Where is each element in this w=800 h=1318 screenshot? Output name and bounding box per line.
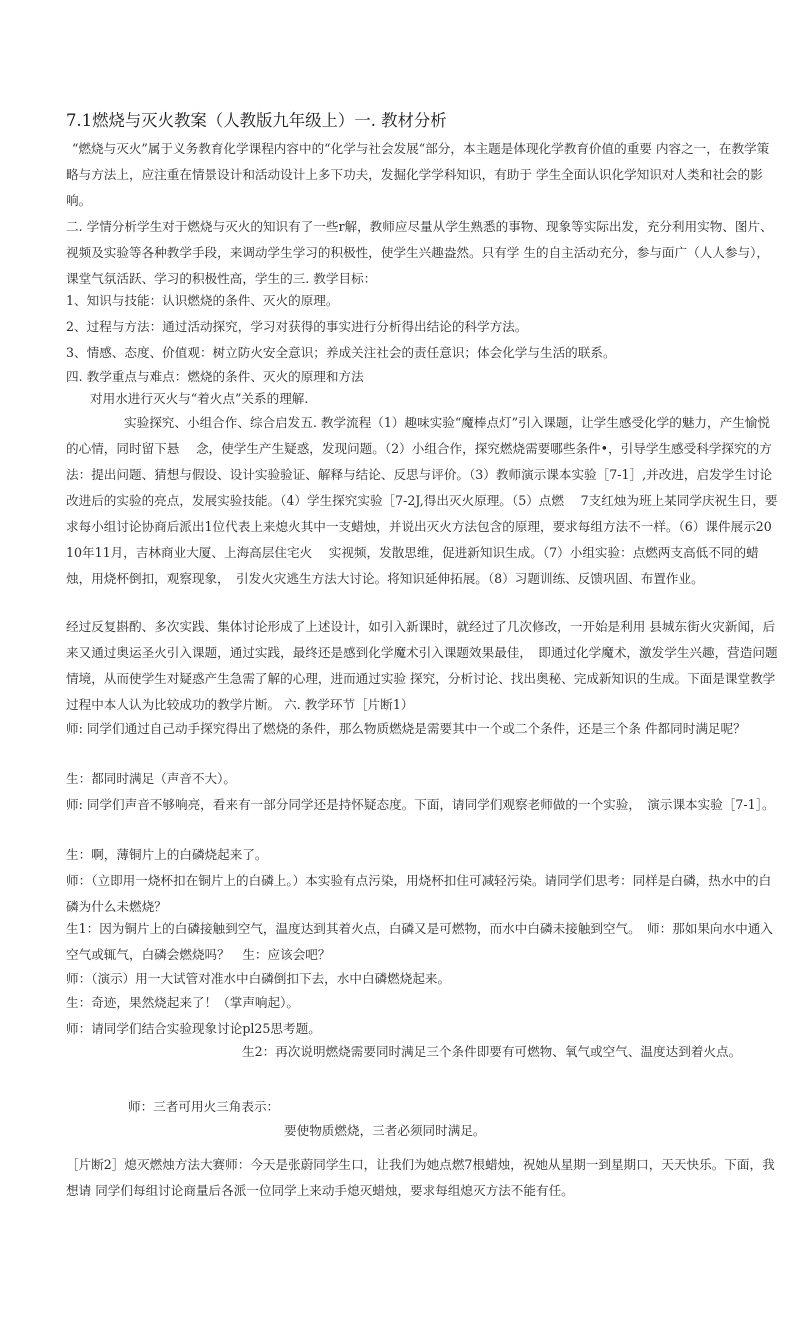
key-points-heading: 四. 教学重点与难点：燃烧的条件、灭火的原理和方法 [66,369,364,384]
dialogue-teacher-5: 师：请同学们结合实验现象讨论pl25思考题。 [66,1021,321,1036]
paragraph-design-reflection: 经过反复斟酌、多次实践、集体讨论形成了上述设计，如引入新课时，就经过了几次修改，一开始是利用 县城东街火灾新闻，后来又通过奥运圣火引入课题，通过实践，最终还是感到化学魔术引入课题效果最佳， 即通过化学魔术，激发学生兴趣，营造问题情境，从而使学生对疑惑产生急需了解的心理，进而通过实验 探究，分析讨论、找出奥秘、完成新知识的生成。下面是课堂教学过程中本人认为比较成功的教学片断。 六. 教学环节［片断1） [66,619,778,712]
dialogue-teacher-6: 师：三者可用火三角表示： [128,1099,280,1114]
fire-triangle-conclusion: 要使物质燃烧，三者必须同时满足。 [284,1123,486,1138]
dialogue-teacher-1: 师: 同学们通过自己动手探究得出了燃烧的条件，那么物质燃烧是需要其中一个或二个条件，还是三个条 件都同时满足呢？ [66,721,746,736]
key-difficulty: 对用水进行灭火与“着火点”关系的理解. [90,391,309,406]
goal-process: 2、过程与方法：通过活动探究，学习对获得的事实进行分析得出结论的科学方法。 [66,319,528,334]
dialogue-student-4: 生：奇迹，果然烧起来了！（掌声响起）。 [66,995,299,1010]
paragraph-fragment-2: ［片断2］熄灭燃烛方法大赛师：今天是张蔚同学生口，让我们为她点燃7根蜡烛，祝她从星期一到星期口，天天快乐。下面，我想请 同学们每组讨论商量后各派一位同学上来动手熄灭蜡烛，要求每组熄灭方法不能有任。 [66,1157,775,1198]
dialogue-student-2: 生：啊，薄铜片上的白磷烧起来了。 [66,847,268,862]
paragraph-teaching-process: 实验探究、小组合作、综合启发五. 教学流程（1）趣味实验“魔棒点灯”引入课题，让学生感受化学的魅力，产生愉悦的心情，同时留下悬 念，使学生产生疑惑，发现问题。（2）小组合作，探究燃烧需要哪些条件•，引导学生感受科学探究的方法：提出问题、猜想与假设、设计实验验证、解释与结论、反思与评价。（3）教师演示课本实验［7-1］,并改进，启发学生讨论改进后的实验的亮点，发展实验技能。（4）学生探究实验［7-2J,得出灭火原理。（5）点燃 7支红烛为班上某同学庆祝生日，要求每小组讨论协商后派出1位代表上来熄火其中一支蜡烛，并说出灭火方法包含的原理，要求每组方法不一样。（6）课件展示2010年11月，吉林商业大厦、上海高层住宅火 实视频，发散思维，促进新知识生成。（7）小组实验：点燃两支高低不同的蜡烛，用烧杯倒扣，观察现象， 引发火灾逃生方法大讨论。将知识延伸拓展。（8）习题训练、反馈巩固、布置作业。 [66,415,778,586]
paragraph-student-analysis: 二. 学情分析学生对于燃烧与灭火的知识有了一些r解，教师应尽量从学生熟悉的事物、现象等实际出发，充分利用实物、图片、视频及实验等各种教学手段，来调动学生学习的积极性，使学生兴趣盎然。只有学 生的自主活动充分，参与面广（人人参与），课堂气氛活跃、学习的积极性高，学生的三. 教学目标： [66,219,773,286]
dialogue-teacher-4: 师：（演示）用一大试管对准水中白磷倒扣下去，水中白磷燃烧起来。 [66,971,451,986]
dialogue-student-5: 生2：再次说明燃烧需要同时满足三个条件即要有可燃物、氧气或空气、温度达到着火点。 [242,1044,742,1059]
goal-emotion: 3、情感、态度、价值观：树立防火安全意识；养成关注社会的责任意识；体会化学与生活的联系。 [66,345,616,360]
dialogue-student-3: 生1：因为铜片上的白磷接触到空气，温度达到其着火点，白磷又是可燃物，而水中白磷未接触到空气。 师：那如果向水中通入空气或辄气，白磷会燃烧吗？ 生：应该会吧？ [66,921,773,962]
goal-knowledge: 1、知识与技能：认识燃烧的条件、灭火的原理。 [66,293,339,308]
dialogue-teacher-3: 师：（立即用一烧杯扣在铜片上的白磷上。）本实验有点污染，用烧杯扣住可减轻污染。请同学们思考：同样是白磷，热水中的白磷为什么未燃烧？ [66,873,772,914]
paragraph-textbook-analysis: “燃烧与灭火”属于义务教育化学课程内容中的“化学与社会发展“部分，本主题是体现化学教育价值的重要 内容之一，在教学策略与方法上，应注重在情景设计和活动设计上多下功夫，发掘化学学科知识，有助于 学生全面认识化学知识对人类和社会的影响。 [66,141,770,208]
dialogue-teacher-2: 师: 同学们声音不够响亮，看来有一部分同学还是持怀疑态度。下面，请同学们观察老师做的一个实验， 演示课本实验［7-1］。 [66,797,775,812]
document-title: 7.1燃烧与灭火教案（人教版九年级上）一. 教材分析 [66,111,447,130]
dialogue-student-1: 生：都同时满足（声音不大）。 [66,771,237,786]
